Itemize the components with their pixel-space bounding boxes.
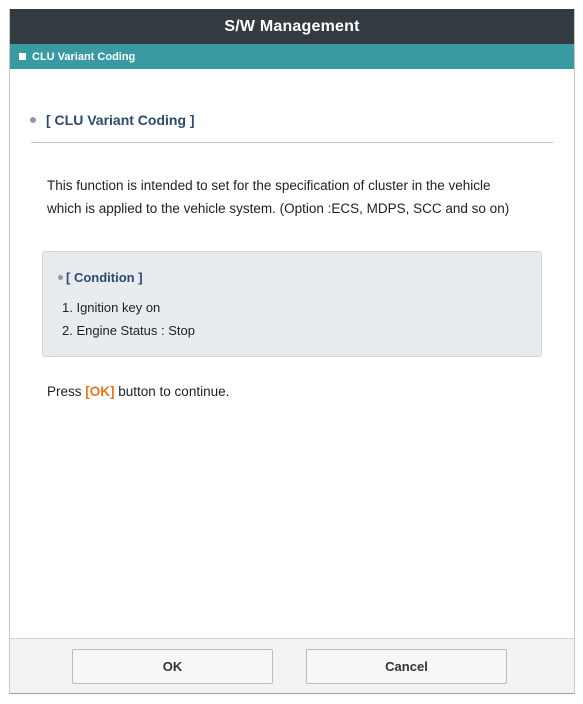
ok-button[interactable]: OK [72,649,273,684]
section-divider [31,142,553,143]
instruction-suffix: button to continue. [114,384,230,399]
cancel-button[interactable]: Cancel [306,649,507,684]
condition-title-text: [ Condition ] [66,270,143,285]
subheader-bar [10,44,574,69]
description-line-2: which is applied to the vehicle system. (Option :ECS, MDPS, SCC and so on) [47,201,510,216]
description-text [47,174,557,220]
bullet-dot-icon [58,275,63,280]
condition-box [42,251,542,357]
description-line-1: This function is intended to set for the specification of cluster in the vehicle [47,178,491,193]
dialog-window [9,9,575,694]
instruction-text [47,384,229,399]
window-title: S/W Management [10,9,574,44]
subheader-label: CLU Variant Coding [32,50,136,63]
condition-title [58,270,143,285]
square-bullet-icon [19,53,26,60]
instruction-ok-highlight: [OK] [85,384,115,399]
bullet-dot-icon [30,117,36,123]
button-bar [10,638,574,693]
condition-item: 2. Engine Status : Stop [62,323,195,338]
instruction-prefix: Press [47,384,86,399]
condition-item: 1. Ignition key on [62,300,161,315]
section-heading [30,112,195,128]
section-heading-text: [ CLU Variant Coding ] [46,112,195,128]
